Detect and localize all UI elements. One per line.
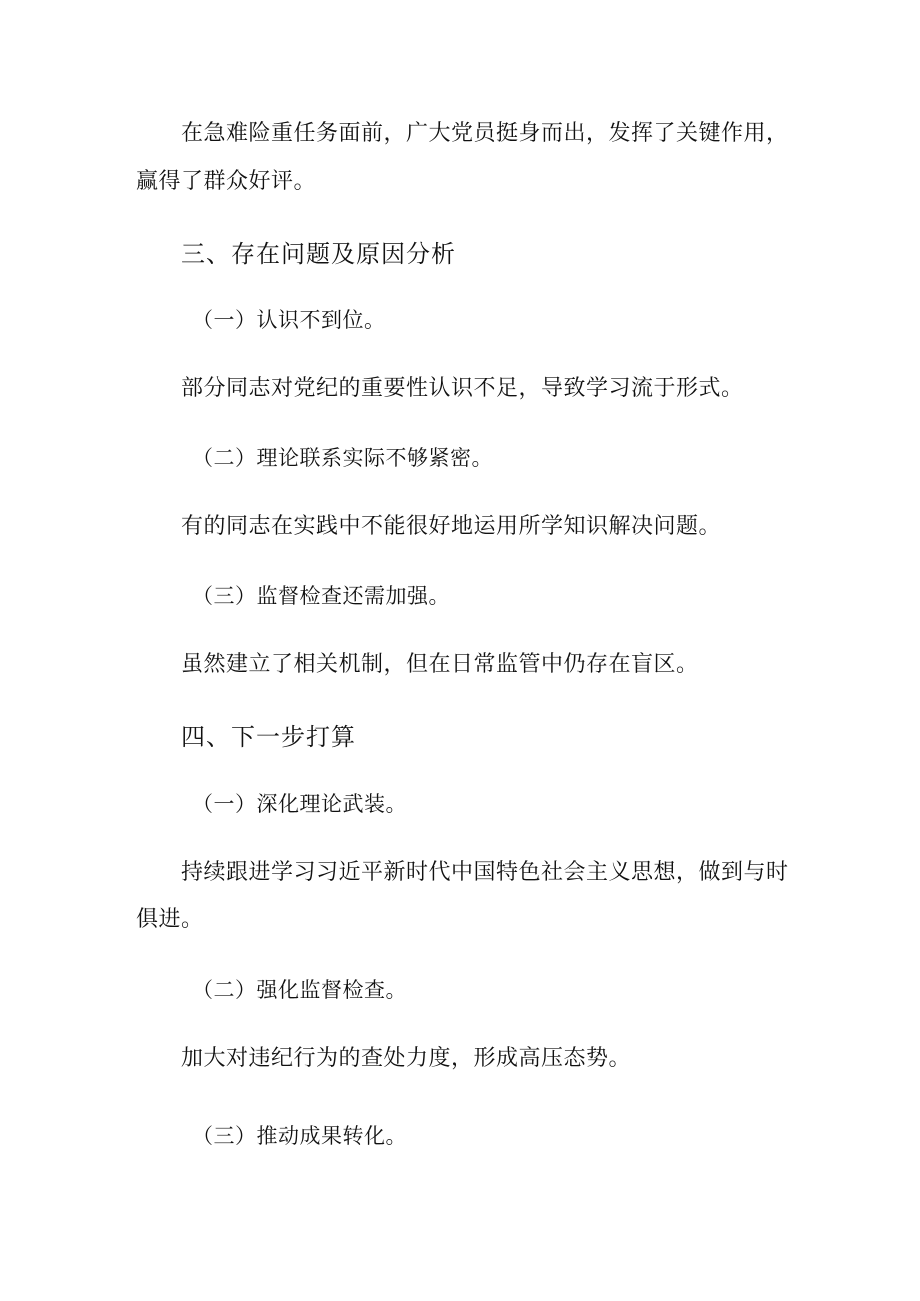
subheading: （一）认识不到位。	[192, 308, 386, 332]
paragraph-line: 在急难险重任务面前，广大党员挺身而出，发挥了关键作用，	[181, 121, 789, 146]
paragraph-line: 持续跟进学习习近平新时代中国特色社会主义思想，做到与时	[181, 860, 789, 885]
subheading: （二）强化监督检查。	[192, 978, 407, 1002]
subheading: （三）监督检查还需加强。	[192, 584, 450, 608]
paragraph-line: 俱进。	[136, 907, 204, 932]
paragraph-line: 有的同志在实践中不能很好地运用所学知识解决问题。	[181, 514, 722, 539]
subheading: （一）深化理论武装。	[192, 792, 407, 816]
paragraph-line: 赢得了群众好评。	[136, 169, 317, 194]
paragraph-line: 部分同志对党纪的重要性认识不足，导致学习流于形式。	[181, 376, 744, 401]
section-heading-3: 三、存在问题及原因分析	[181, 240, 456, 268]
section-heading-4: 四、下一步打算	[181, 723, 356, 751]
paragraph-line: 虽然建立了相关机制，但在日常监管中仍存在盲区。	[181, 652, 699, 677]
paragraph-line: 加大对违纪行为的查处力度，形成高压态势。	[181, 1046, 632, 1071]
subheading: （二）理论联系实际不够紧密。	[192, 446, 493, 470]
subheading: （三）推动成果转化。	[192, 1124, 407, 1148]
